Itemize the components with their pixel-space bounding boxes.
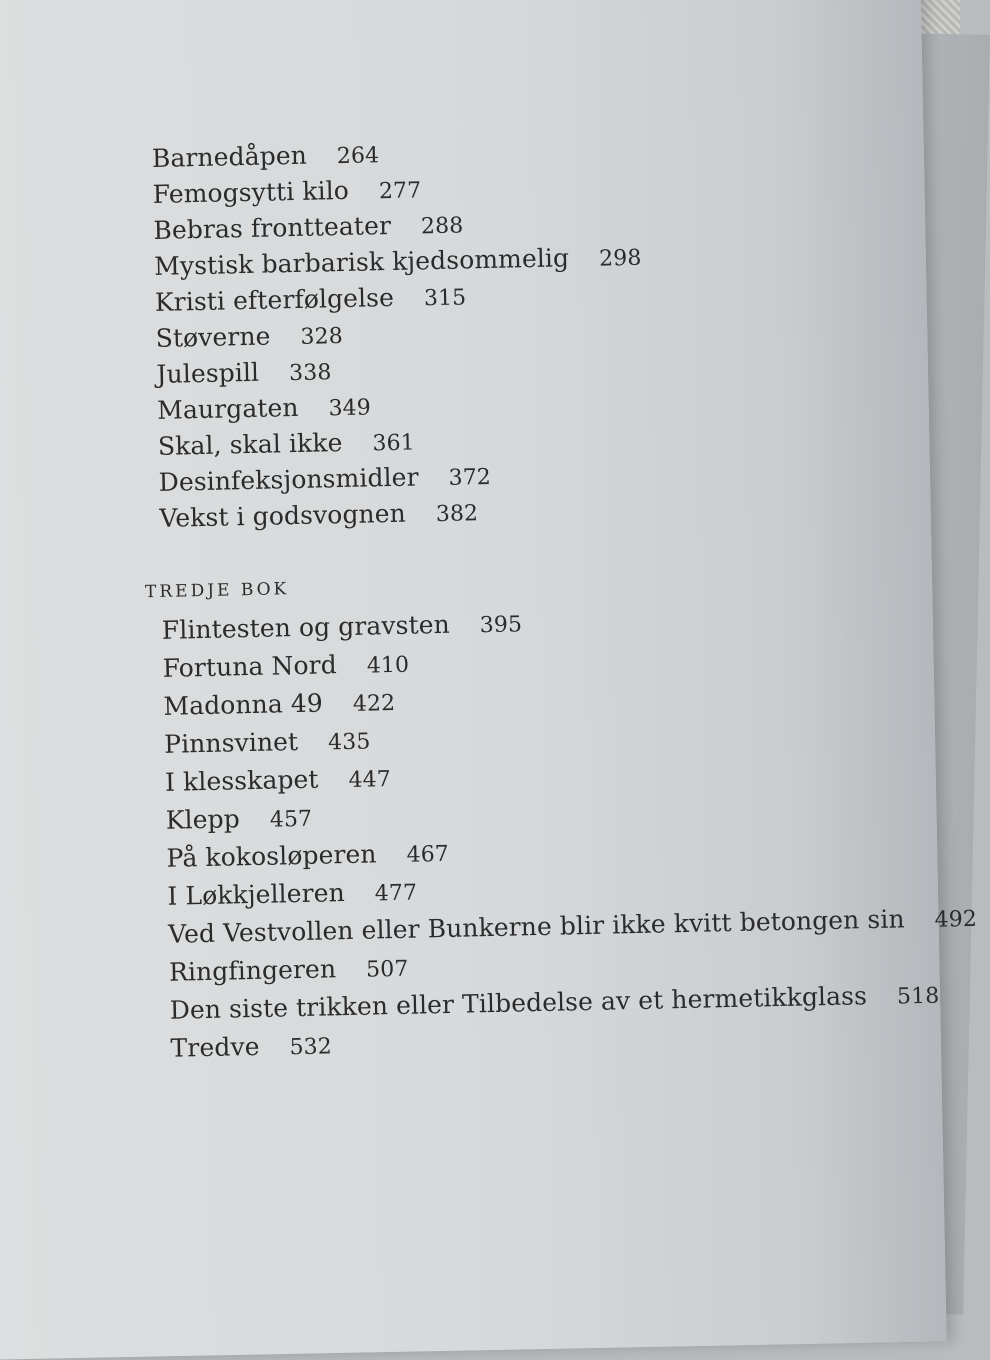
toc-entry-title: Ringfingeren [168, 954, 337, 987]
toc-entry-page: 395 [479, 612, 523, 639]
toc-entry-page: 264 [336, 143, 380, 170]
toc-entry-title: I klesskapet [164, 764, 319, 797]
toc-entry-page: 288 [420, 213, 464, 240]
toc-entry-page: 277 [378, 178, 422, 205]
toc-entry-page: 435 [327, 729, 371, 756]
toc-entry-title: Femogsytti kilo [152, 175, 350, 209]
toc-entry [158, 425, 415, 464]
toc-entry-page: 518 [896, 983, 940, 1010]
toc-entry-page: 467 [406, 841, 450, 868]
toc-entry [155, 318, 343, 356]
toc-entry [162, 647, 409, 686]
toc-entry-title: Maurgaten [156, 392, 299, 425]
toc-entry [166, 836, 449, 876]
toc-entry-page: 477 [374, 880, 418, 907]
toc-entry [153, 207, 463, 247]
toc-entry [165, 761, 391, 800]
toc-entry-title: Desinfeksjonsmidler [158, 462, 419, 497]
toc-entry-page: 361 [372, 430, 416, 457]
toc-entry-title: Flintesten og gravsten [161, 609, 451, 645]
toc-entry-page: 315 [423, 285, 467, 312]
toc-entry-title: Skal, skal ikke [157, 428, 343, 461]
toc-entry-title: I Løkkjelleren [167, 878, 346, 911]
section-heading: TREDJE BOK [144, 579, 290, 603]
toc-entry-page: 349 [328, 395, 372, 422]
toc-entry-title: Ved Vestvollen eller Bunkerne blir ikke kvitt betongen sin [167, 904, 905, 949]
toc-entry-title: Klepp [165, 804, 241, 835]
toc-entry-title: Fortuna Nord [162, 650, 338, 683]
toc-entry-page: 507 [365, 956, 409, 983]
toc-entry-title: Mystisk barbarisk kjedsommelig [153, 243, 570, 281]
toc-entry-title: Støverne [155, 321, 271, 353]
toc-entry-page: 298 [598, 245, 642, 272]
toc-entry [152, 137, 380, 176]
toc-entry-page: 447 [348, 767, 392, 793]
toc-entry-title: Pinnsvinet [163, 727, 299, 759]
toc-entry-page: 328 [300, 324, 344, 350]
toc-entry-page: 492 [934, 906, 978, 933]
toc-entry [169, 951, 409, 990]
toc-entry [156, 354, 332, 392]
toc-entry-title: Julespill [156, 357, 260, 389]
toc-entry-page: 382 [435, 501, 479, 528]
toc-entry [165, 801, 312, 838]
toc-entry-title: Madonna 49 [163, 688, 324, 721]
toc-entry [162, 606, 523, 648]
toc-entry-title: På kokosløperen [166, 839, 377, 873]
toc-entry-title: Bebras frontteater [153, 210, 392, 245]
toc-entry [170, 1028, 332, 1065]
toc-entry [152, 172, 421, 212]
toc-entry [155, 279, 467, 320]
toc-entry [157, 389, 371, 427]
toc-entry [158, 459, 491, 500]
toc-entry [164, 724, 371, 762]
toc-entry [159, 495, 478, 536]
toc-entry-title: Vekst i godsvognen [159, 498, 407, 533]
toc-entry-page: 457 [269, 806, 313, 833]
toc-entry-page: 410 [366, 652, 410, 679]
toc-entry-title: Kristi efterfølgelse [154, 282, 395, 317]
toc-entry-page: 372 [448, 464, 492, 491]
toc-entry-title: Den siste trikken eller Tilbedelse av et hermetikkglass [169, 981, 868, 1025]
toc-entry [163, 685, 395, 724]
toc-entry-page: 532 [289, 1034, 333, 1061]
toc-entry-page: 338 [288, 360, 332, 387]
toc-entry-page: 422 [352, 690, 396, 717]
toc-entry [167, 875, 417, 914]
toc-entry-title: Barnedåpen [151, 140, 308, 173]
toc-entry-title: Tredve [170, 1031, 260, 1063]
